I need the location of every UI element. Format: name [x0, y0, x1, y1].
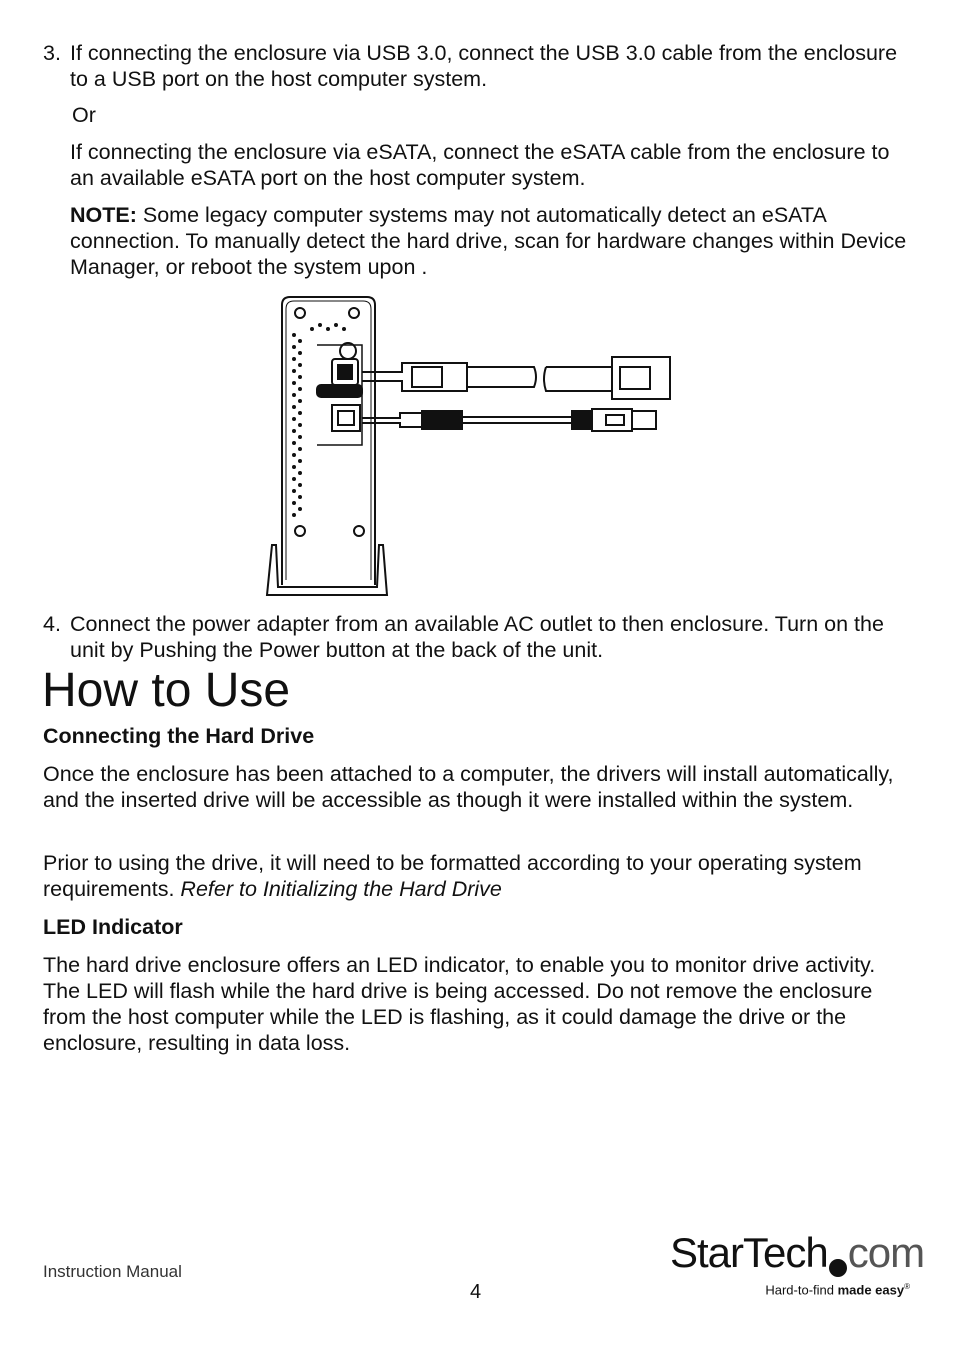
startech-logo: [670, 1228, 925, 1308]
enclosure-connection-diagram: [262, 295, 682, 600]
note-label: NOTE:: [70, 203, 137, 227]
step3-note: [70, 202, 915, 280]
brand-name-b: com: [847, 1229, 925, 1276]
led-indicator-para: The hard drive enclosure offers an LED indicator, to enable you to monitor drive activity. The LED will flash while the hard drive is being accessed. Do not remove the enclosure from the host computer while the LED is flashing, as it could damage the drive or the enclosure, resulting in data loss.: [43, 953, 876, 1055]
step4-text: Connect the power adapter from an available AC outlet to then enclosure. Turn on the unit by Pushing the Power button at the back of the unit.: [70, 612, 884, 662]
brand-tagline: [765, 1282, 910, 1297]
page-number: 4: [470, 1281, 482, 1303]
connecting-drive-para2: [43, 850, 915, 902]
step-number-4: 4.: [43, 612, 61, 636]
brand-dot-icon: [829, 1259, 847, 1277]
step3-or-text: Or: [72, 103, 96, 127]
tagline-reg: ®: [904, 1282, 910, 1291]
note-text: Some legacy computer systems may not automatically detect an eSATA connection. To manually detect the hard drive, scan for hardware changes within Device Manager, or reboot the system upon .: [70, 203, 907, 279]
step-number-3: 3.: [43, 41, 61, 65]
connecting-drive-heading: Connecting the Hard Drive: [43, 724, 315, 748]
manual-label: Instruction Manual: [43, 1262, 182, 1281]
step3-usb-text: If connecting the enclosure via USB 3.0, connect the USB 3.0 cable from the enclosure to a USB port on the host computer system.: [70, 41, 898, 91]
tagline-a: Hard-to-find: [765, 1282, 838, 1298]
connecting-drive-para1: Once the enclosure has been attached to a computer, the drivers will install automatically, and the inserted drive will be accessible as though it were installed within the system.: [43, 762, 894, 812]
para2-reference: Refer to Initializing the Hard Drive: [180, 877, 502, 901]
section-title: How to Use: [42, 664, 291, 717]
brand-name-a: StarTech: [670, 1229, 828, 1276]
tagline-b: made easy: [837, 1282, 905, 1298]
brand-name: [670, 1228, 924, 1278]
step3-esata-text: If connecting the enclosure via eSATA, connect the eSATA cable from the enclosure to an available eSATA port on the host computer system.: [70, 140, 890, 190]
para2-text: Prior to using the drive, it will need to be formatted according to your operating system requirements.: [43, 851, 862, 901]
led-indicator-heading: LED Indicator: [43, 915, 183, 939]
